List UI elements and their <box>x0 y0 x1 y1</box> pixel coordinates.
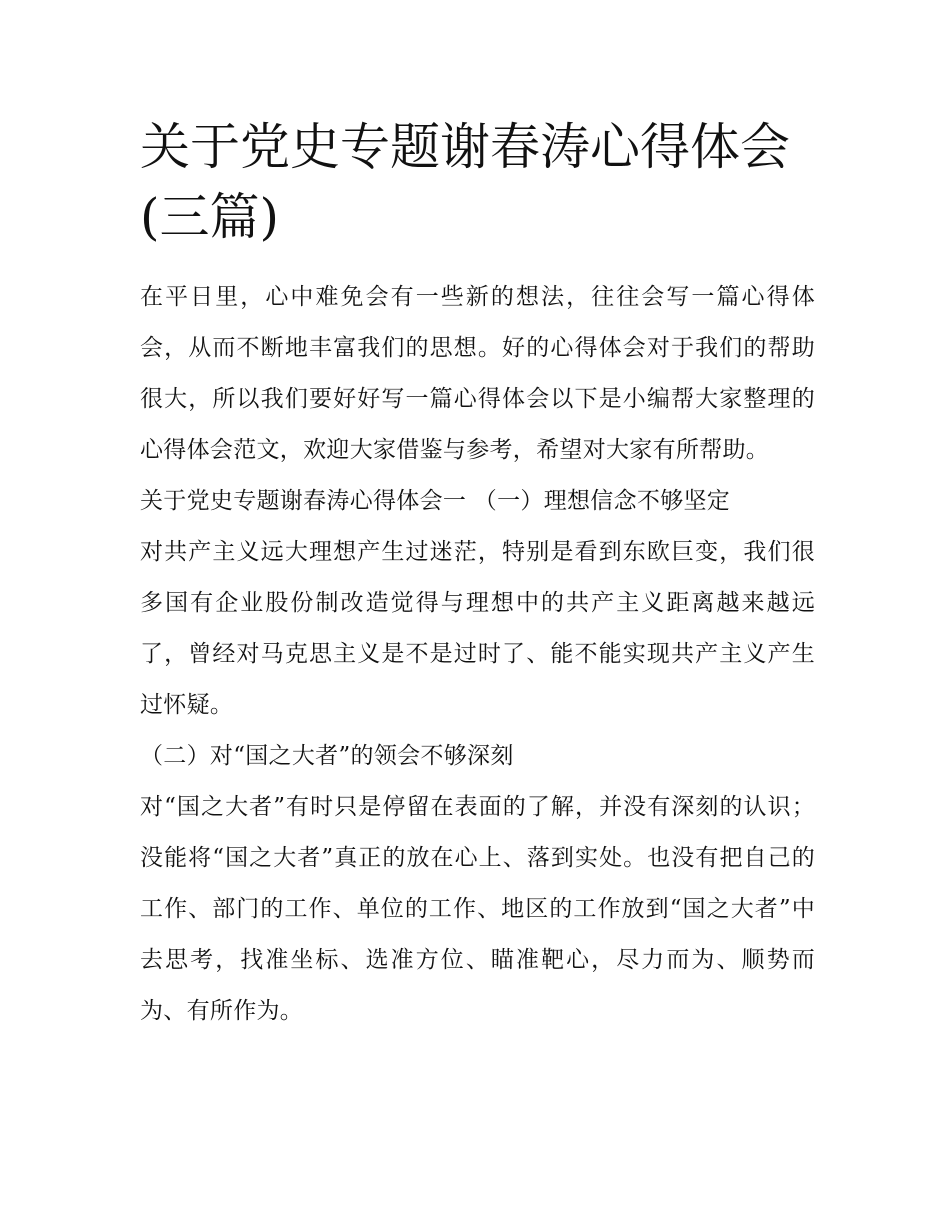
document-page <box>140 112 815 1037</box>
intro-paragraph: 在平日里，心中难免会有一些新的想法，往往会写一篇心得体会，从而不断地丰富我们的思想。好的心得体会对于我们的帮助很大，所以我们要好好写一篇心得体会以下是小编帮大家整理的心得体会范文，欢迎大家借鉴与参考，希望对大家有所帮助。 <box>140 284 815 463</box>
section-heading-two: （二）对“国之大者”的领会不够深刻 <box>140 743 514 769</box>
document-body <box>140 272 815 1037</box>
body-paragraph-ideals: 对共产主义远大理想产生过迷茫，特别是看到东欧巨变，我们很多国有企业股份制改造觉得与理想中的共产主义距离越来越远了，曾经对马克思主义是不是过时了、能不能实现共产主义产生过怀疑。 <box>140 539 815 718</box>
section-heading-one: 关于党史专题谢春涛心得体会一 （一）理想信念不够坚定 <box>140 488 731 514</box>
document-title: 关于党史专题谢春涛心得体会(三篇) <box>140 118 790 246</box>
body-paragraph-guozhidazhe: 对“国之大者”有时只是停留在表面的了解，并没有深刻的认识；没能将“国之大者”真正的放在心上、落到实处。也没有把自己的工作、部门的工作、单位的工作、地区的工作放到“国之大者”中去思考，找准坐标、选准方位、瞄准靶心，尽力而为、顺势而为、有所作为。 <box>140 794 815 1024</box>
